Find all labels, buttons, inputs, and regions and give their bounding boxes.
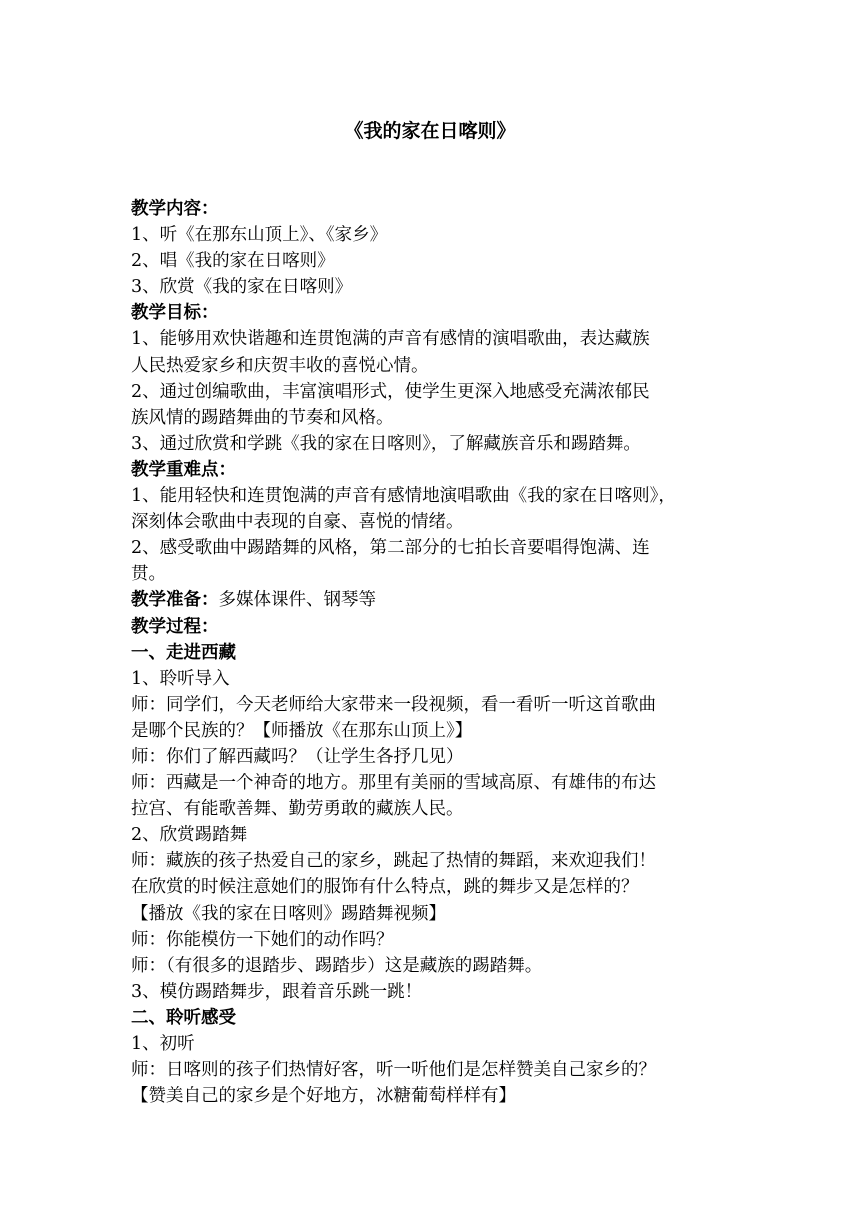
paragraph-line: 1、聆听导入 (131, 668, 230, 689)
section-heading-content: 教学内容： (131, 199, 219, 219)
paragraph-line: 族风情的踢踏舞曲的节奏和风格。 (131, 407, 394, 428)
section-heading-key-points: 教学重难点： (131, 459, 236, 480)
document-title: 《我的家在日喀则》 (344, 120, 516, 142)
preparation-line (131, 587, 731, 613)
paragraph-line: 师：（有很多的退踏步、踢踏步）这是藏族的踢踏舞。 (131, 955, 543, 976)
subsection-heading-tibet: 一、走进西藏 (131, 642, 236, 663)
paragraph-line: 3、模仿踢踏舞步，跟着音乐跳一跳！ (131, 981, 423, 1002)
document-body (131, 196, 731, 1109)
paragraph-line: 1、能用轻快和连贯饱满的声音有感情地演唱歌曲《我的家在日喀则》， (131, 486, 676, 507)
paragraph-line: 1、听《在那东山顶上》、《家乡》 (131, 225, 388, 246)
paragraph-line: 在欣赏的时候注意她们的服饰有什么特点，跳的舞步又是怎样的？ (131, 877, 639, 898)
paragraph-line: 人民热爱家乡和庆贺丰收的喜悦心情。 (131, 355, 429, 376)
paragraph-line: 2、欣赏踢踏舞 (131, 825, 248, 846)
paragraph-line: 3、通过欣赏和学跳《我的家在日喀则》，了解藏族音乐和踢踏舞。 (131, 433, 641, 454)
paragraph-line: 贯。 (131, 564, 166, 585)
paragraph-line: 是哪个民族的？【师播放《在那东山顶上》】 (131, 720, 473, 741)
paragraph-line: 师：你们了解西藏吗？（让学生各抒几见） (131, 746, 464, 767)
paragraph-line: 1、能够用欢快谐趣和连贯饱满的声音有感情的演唱歌曲，表达藏族 (131, 329, 650, 350)
section-heading-process: 教学过程： (131, 616, 219, 637)
paragraph-line: 深刻体会歌曲中表现的自豪、喜悦的情绪。 (131, 512, 464, 533)
section-heading-goals: 教学目标： (131, 303, 219, 324)
subsection-heading-listening: 二、聆听感受 (131, 1007, 236, 1028)
paragraph-line: 师：藏族的孩子热爱自己的家乡，跳起了热情的舞蹈，来欢迎我们！ (131, 851, 656, 872)
paragraph-line: 1、初听 (131, 1034, 195, 1054)
paragraph-line: 2、唱《我的家在日喀则》 (131, 251, 335, 272)
paragraph-line: 拉宫、有能歌善舞、勤劳勇敢的藏族人民。 (131, 799, 464, 820)
paragraph-line: 2、通过创编歌曲，丰富演唱形式，使学生更深入地感受充满浓郁民 (131, 381, 650, 402)
paragraph-line: 师：日喀则的孩子们热情好客，听一听他们是怎样赞美自己家乡的？ (131, 1060, 656, 1081)
paragraph-line: 师：同学们，今天老师给大家带来一段视频，看一看听一听这首歌曲 (131, 694, 656, 715)
paragraph-line: 2、感受歌曲中踢踏舞的风格，第二部分的七拍长音要唱得饱满、连 (131, 538, 650, 559)
paragraph-line: 师：西藏是一个神奇的地方。那里有美丽的雪域高原、有雄伟的布达 (131, 773, 656, 794)
paragraph-line: 【播放《我的家在日喀则》踢踏舞视频】 (131, 903, 446, 924)
paragraph-line: 【赞美自己的家乡是个好地方，冰糖葡萄样样有】 (131, 1086, 516, 1107)
preparation-label: 教学准备： (131, 590, 219, 611)
paragraph-line: 师：你能模仿一下她们的动作吗？ (131, 929, 394, 950)
preparation-text: 多媒体课件、钢琴等 (218, 590, 376, 611)
paragraph-line: 3、欣赏《我的家在日喀则》 (131, 277, 353, 298)
